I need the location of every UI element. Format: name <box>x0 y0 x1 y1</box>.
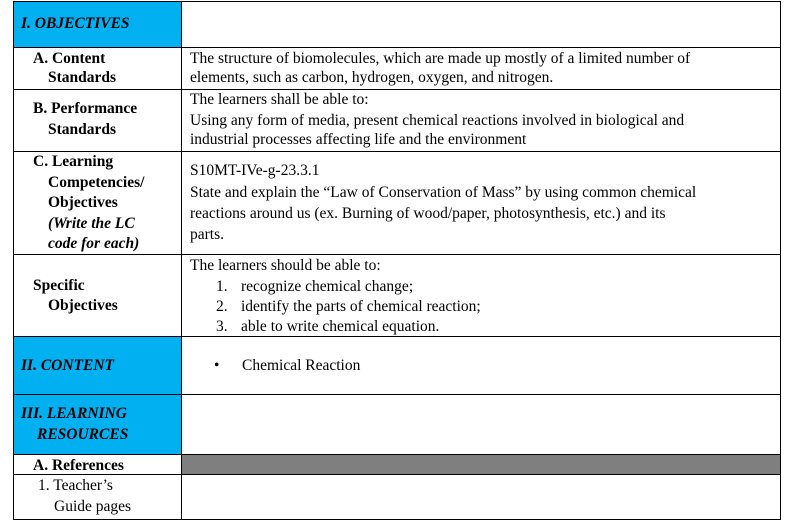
objective-text: able to write chemical equation. <box>241 318 440 335</box>
objectives-heading: I. OBJECTIVES <box>21 15 130 32</box>
row-border <box>13 454 781 455</box>
performance-standards-label-line2: Standards <box>48 121 117 138</box>
objective-text: identify the parts of chemical reaction; <box>241 298 481 315</box>
competencies-label-line2: Competencies/ <box>48 174 145 191</box>
performance-standards-label-line1: B. Performance <box>33 100 138 117</box>
content-item: Chemical Reaction <box>242 357 361 374</box>
objective-number: 3. <box>216 318 228 335</box>
content-heading: II. CONTENT <box>21 357 115 374</box>
content-standards-label-line2: Standards <box>48 69 117 86</box>
row-border <box>13 474 781 475</box>
teachers-guide-label-line1: 1. Teacher’s <box>38 477 113 494</box>
competency-text-line2: reactions around us (ex. Burning of wood/paper, photosynthesis, etc.) and its <box>190 205 666 222</box>
table-left-border <box>13 1 14 520</box>
performance-standards-text-line2: industrial processes affecting life and the environment <box>190 131 527 148</box>
content-standards-label-line1: A. Content <box>33 50 106 67</box>
content-bullet: • <box>214 357 220 374</box>
learning-resources-heading-line2: RESOURCES <box>37 426 129 443</box>
references-bar <box>181 454 781 474</box>
row-border <box>13 336 781 337</box>
competencies-label-line3: Objectives <box>48 194 118 211</box>
references-label: A. References <box>33 457 124 474</box>
row-border <box>13 1 781 2</box>
specific-objectives-intro: The learners should be able to: <box>190 257 381 274</box>
learning-resources-heading-line1: III. LEARNING <box>21 405 127 422</box>
row-border <box>13 151 781 152</box>
objective-number: 2. <box>216 298 228 315</box>
table-right-border <box>780 1 781 520</box>
row-border <box>13 47 781 48</box>
performance-standards-text-line1: Using any form of media, present chemical reactions involved in biological and <box>190 112 685 129</box>
content-standards-text-line1: The structure of biomolecules, which are made up mostly of a limited number of <box>190 50 691 67</box>
competencies-label-line5: code for each) <box>48 235 140 252</box>
column-divider <box>181 1 182 520</box>
competency-text-line3: parts. <box>190 226 225 243</box>
competency-code: S10MT-IVe-g-23.3.1 <box>190 162 320 179</box>
row-border <box>13 89 781 90</box>
objective-number: 1. <box>216 278 228 295</box>
content-standards-text-line2: elements, such as carbon, hydrogen, oxygen, and nitrogen. <box>190 69 554 86</box>
teachers-guide-label-line2: Guide pages <box>54 498 132 515</box>
performance-standards-intro: The learners shall be able to: <box>190 91 369 108</box>
objective-text: recognize chemical change; <box>241 278 414 295</box>
competencies-label-line1: C. Learning <box>33 153 114 170</box>
row-border <box>13 254 781 255</box>
learning-resources-header-cell <box>13 394 181 454</box>
row-border <box>13 394 781 395</box>
competency-text-line1: State and explain the “Law of Conservation of Mass” by using common chemical <box>190 184 697 201</box>
specific-objectives-label-line2: Objectives <box>48 297 118 314</box>
specific-objectives-label-line1: Specific <box>33 277 85 294</box>
competencies-label-line4: (Write the LC <box>48 215 135 232</box>
